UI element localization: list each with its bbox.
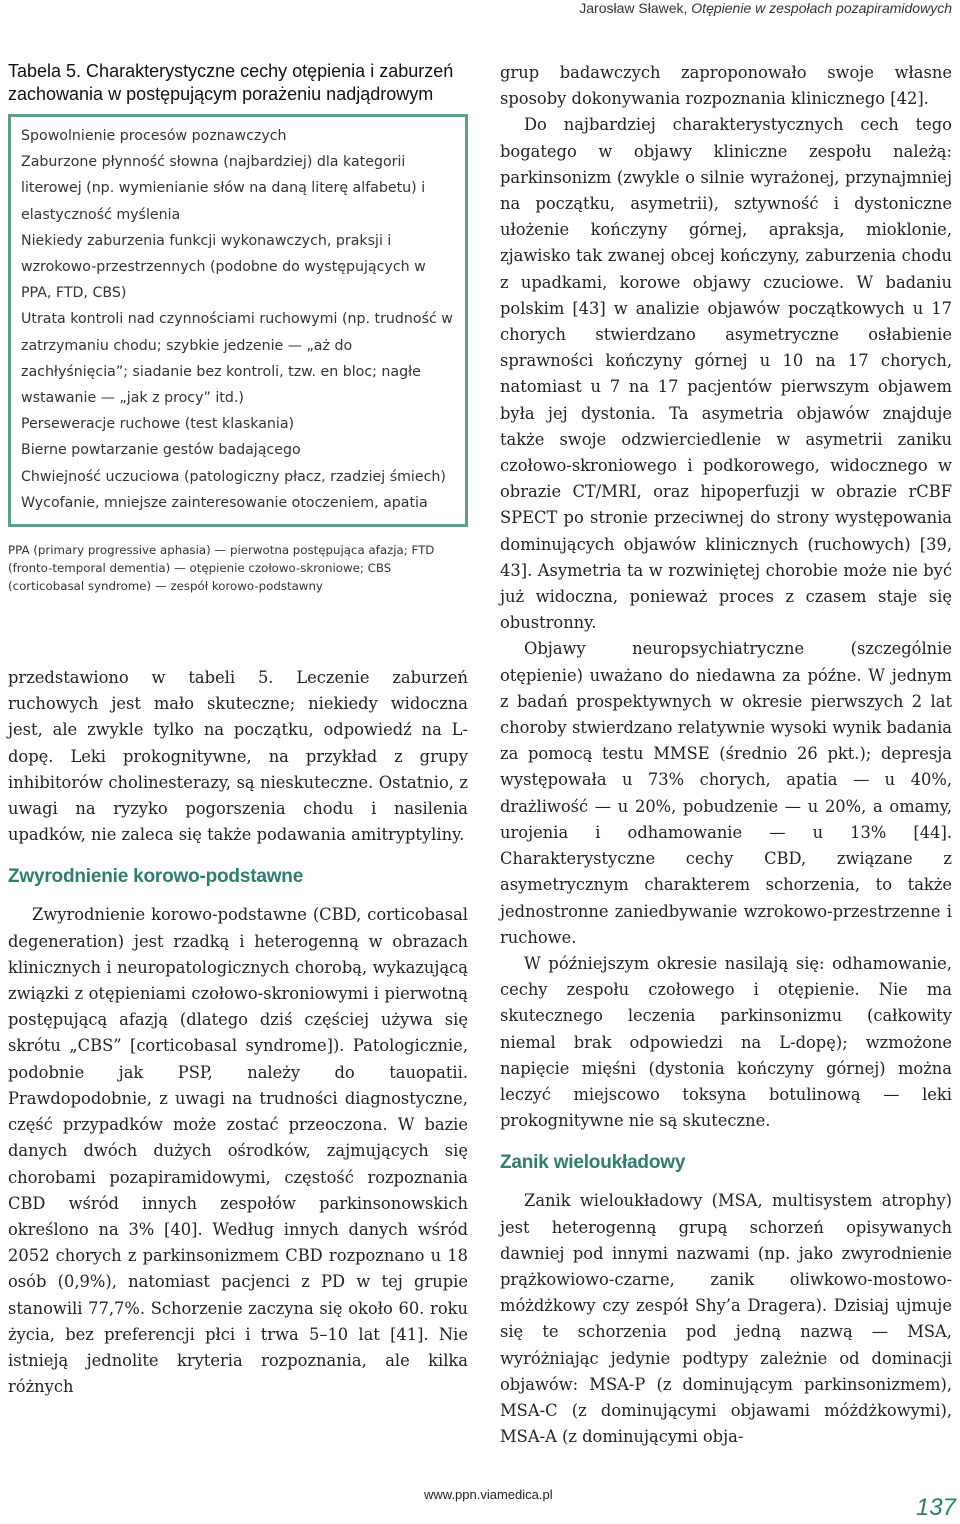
body-paragraph: przedstawiono w tabeli 5. Leczenie zaburzeń ruchowych jest mało skuteczne; niekiedy widoczna jest, ale zwykle tylko na początku, odpowiedź na L-dopę. Leki prokognitywne, na przykład z grupy inhibitorów cholinesterazy, są nieskuteczne. Ostatnio, z uwagi na ryzyko pogorszenia chodu i nasilenia upadków, nie zaleca się także podawania amitryptyliny. <box>8 668 468 845</box>
spacer <box>500 1134 952 1152</box>
spacer <box>8 888 468 902</box>
table-row: Zaburzone płynność słowna (najbardziej) dla kategorii literowej (np. wymienianie słów na daną literę alfabetu) i elastyczność myślenia <box>21 154 426 223</box>
body-paragraph: Zwyrodnienie korowo-podstawne (CBD, corticobasal degeneration) jest rzadką i heterogenną w obrazach klinicznych i neuropatologicznych chorobą, wykazującą związki z otępieniami czołowo-skroniowymi i pierwotną postępującą afazją (dlatego dziś częściej używa się skrótu „CBS” [corticobasal syndrome]). Patologicznie, podobnie jak PSP, należy do tauopatii. Prawdopodobnie, z uwagi na trudności diagnostyczne, część przypadków może zostać przeoczona. W bazie danych dwóch dużych ośrodków, zajmujących się chorobami pozapiramidowymi, częstość rozpoznania CBD wśród innych zespołów parkinsonowskich określono na 3% [40]. Według innych danych wśród 2052 chorych z parkinsonizmem CBD rozpoznano u 18 osób (0,9%), natomiast pacjenci z PD w tej grupie stanowili 77,7%. Schorzenie zaczyna się około 60. roku życia, bez preferencji płci i trwa 5–10 lat [41]. Nie istnieją jednolite kryteria rozpoznania, ale kilka różnych <box>8 905 468 1397</box>
section-heading-msa: Zanik wieloukładowy <box>500 1152 686 1174</box>
table-row: Utrata kontroli nad czynnościami ruchowymi (np. trudność w zatrzymaniu chodu; szybkie jedzenie — „aż do zachłyśnięcia”; siadanie bez kontroli, tzw. en bloc; nagłe wstawanie — „jak z procy” itd.) <box>21 311 453 407</box>
right-column <box>500 60 952 1450</box>
table-row: Wycofanie, mniejsze zainteresowanie otoczeniem, apatia <box>21 494 428 511</box>
table-row: Spowolnienie procesów poznawczych <box>21 128 287 144</box>
table-5 <box>8 114 468 527</box>
body-paragraph: Objawy neuropsychiatryczne (szczególnie otępienie) uważano do niedawna za późne. W jednym z badań prospektywnych w okresie pierwszych 2 lat choroby stwierdzano relatywnie wysoki wynik badania za pomocą testu MMSE (średnio 26 pkt.); depresja występowała u 73% chorych, apatia — u 40%, drażliwość — u 20%, pobudzenie — u 20%, a omamy, urojenia i odhamowanie — u 13% [44]. Charakterystyczne cechy CBD, związane z asymetrycznym charakterem schorzenia, to także jednostronne zaniedbywanie wzrokowo-przestrzenne i ruchowe. <box>500 639 952 947</box>
table-row: Bierne powtarzanie gestów badającego <box>21 442 301 459</box>
footer-url: www.ppn.viamedica.pl <box>424 1487 553 1502</box>
page-number: 137 <box>915 1494 956 1521</box>
header-author: Jarosław Sławek, <box>579 0 688 16</box>
body-paragraph: grup badawczych zaproponowało swoje własne sposoby dokonywania rozpoznania klinicznego [42]. <box>500 63 952 109</box>
header-article-title: Otępienie w zespołach pozapiramidowych <box>691 0 952 16</box>
table-row: Niekiedy zaburzenia funkcji wykonawczych, praksji i wzrokowo-przestrzennych (podobne do występujących w PPA, FTD, CBS) <box>21 232 426 302</box>
left-column <box>8 60 468 1400</box>
body-paragraph: W późniejszym okresie nasilają się: odhamowanie, cechy zespołu czołowego i otępienie. Nie ma skutecznego leczenia parkinsonizmu (całkowity niemal brak odpowiedzi na L-dopę); wzmożone napięcie mięśni (dystonia kończyny górnej) można leczyć miejscowo toksyna botulinową — leki prokognitywne nie są skuteczne. <box>500 953 952 1131</box>
table-row: Chwiejność uczuciowa (patologiczny płacz, rzadziej śmiech) <box>21 468 446 485</box>
table-title: Tabela 5. Charakterystyczne cechy otępienia i zaburzeń zachowania w postępującym porażeniu nadjądrowym <box>8 61 454 104</box>
table-row: Perseweracje ruchowe (test klaskania) <box>21 416 295 433</box>
spacer <box>500 1174 952 1188</box>
section-heading-cbd: Zwyrodnienie korowo-podstawne <box>8 866 304 888</box>
body-paragraph: Zanik wieloukładowy (MSA, multisystem atrophy) jest heterogenną grupą schorzeń opisywanych dawniej pod innymi nazwami (np. jako zwyrodnienie prążkowiowo-czarne, zanik oliwkowo-mostowo-móżdżkowy czy zespół Shy’a Dragera). Dzisiaj ujmuje się te schorzenia pod jedną nazwą — MSA, wyróżniając jedynie podtypy zależnie od dominacji objawów: MSA-P (z dominującym parkinsonizmem), MSA-C (z dominującymi objawami móżdżkowymi), MSA-A (z dominującymi obja- <box>500 1191 952 1447</box>
spacer <box>8 848 468 866</box>
table-footnote: PPA (primary progressive aphasia) — pierwotna postępująca afazja; FTD (fronto-temporal dementia) — otępienie czołowo-skroniowe; CBS (corticobasal syndrome) — zespół korowo-podstawny <box>8 543 435 594</box>
spacer <box>8 595 468 665</box>
running-header <box>579 0 952 16</box>
body-paragraph: Do najbardziej charakterystycznych cech tego bogatego w objawy kliniczne zespołu należą: parkinsonizm (zwykle o silnie wyrażonej, przynajmniej na początku, asymetrii), sztywność i dystoniczne ułożenie kończyny górnej, apraksja, mioklonie, zjawisko tak zwanej obcej kończyny, zaburzenia chodu z upadkami, korowe objawy czuciowe. W badaniu polskim [43] w analizie objawów początkowych u 17 chorych stwierdzano asymetryczne osłabienie sprawności kończyny górnej u 10 na 17 chorych, natomiast u 7 na 17 pacjentów pierwszym objawem była jej dystonia. Ta asymetria objawów znajduje także swoje odzwierciedlenie w asymetrii zaniku czołowo-skroniowego i podkorowego, widocznego w obrazie CT/MRI, oraz hipoperfuzji w obrazie rCBF SPECT po stronie przeciwnej do strony występowania dominujących objawów klinicznych (ruchowych) [39, 43]. Asymetria ta w rozwiniętej chorobie może nie być już widoczna, ponieważ proces z czasem staje się obustronny. <box>500 115 952 633</box>
